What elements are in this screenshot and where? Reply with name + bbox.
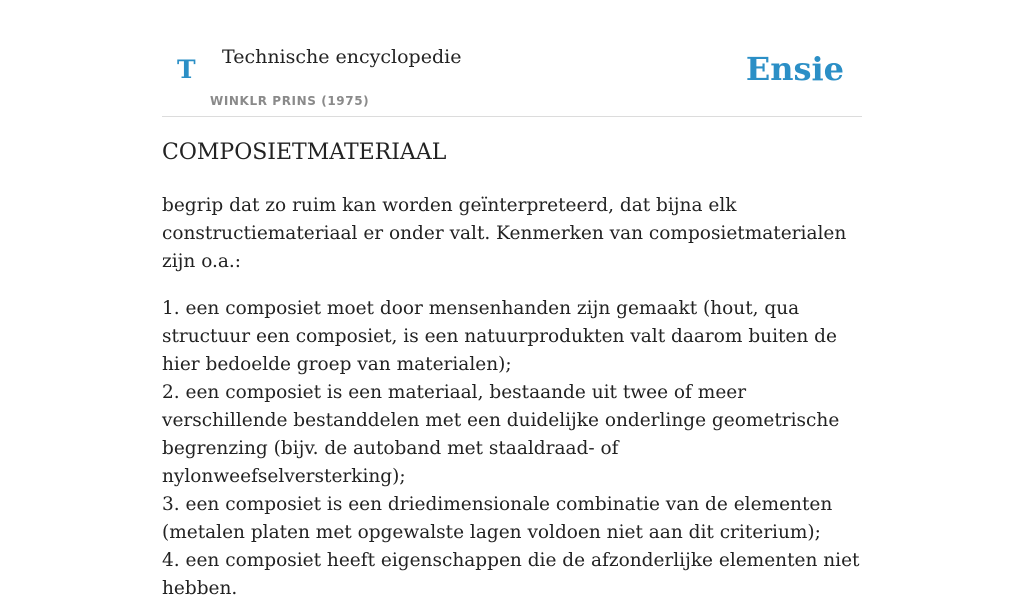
article-intro: begrip dat zo ruim kan worden geïnterpreteerd, dat bijna elk constructiemateriaal er onder valt. Kenmerken van composietmaterialen zijn o.a.: — [162, 195, 847, 272]
list-item: 2. een composiet is een materiaal, bestaande uit twee of meer verschillende bestanddelen met een duidelijke onderlinge geometrische begrenzing (bijv. de autoband met staaldraad- of nylonweefselversterking); — [162, 382, 840, 487]
encyclopedia-logo-icon[interactable]: T — [177, 55, 196, 84]
list-item: 1. een composiet moet door mensenhanden zijn gemaakt (hout, qua structuur een composiet, is een natuurprodukten valt daarom buiten de hier bedoelde groep van materialen); — [162, 298, 837, 375]
brand-logo[interactable]: Ensie — [745, 50, 844, 88]
article-body — [162, 192, 867, 603]
page-header — [162, 0, 862, 117]
series-title-link[interactable]: Technische encyclopedie — [222, 46, 462, 68]
source-label: WINKLR PRINS (1975) — [210, 94, 370, 108]
list-item: 4. een composiet heeft eigenschappen die de afzonderlijke elementen niet hebben. — [162, 550, 860, 599]
list-item: 3. een composiet is een driedimensionale combinatie van de elementen (metalen platen met opgewalste lagen voldoen niet aan dit criterium); — [162, 494, 833, 543]
article-title: COMPOSIETMATERIAAL — [162, 140, 447, 165]
